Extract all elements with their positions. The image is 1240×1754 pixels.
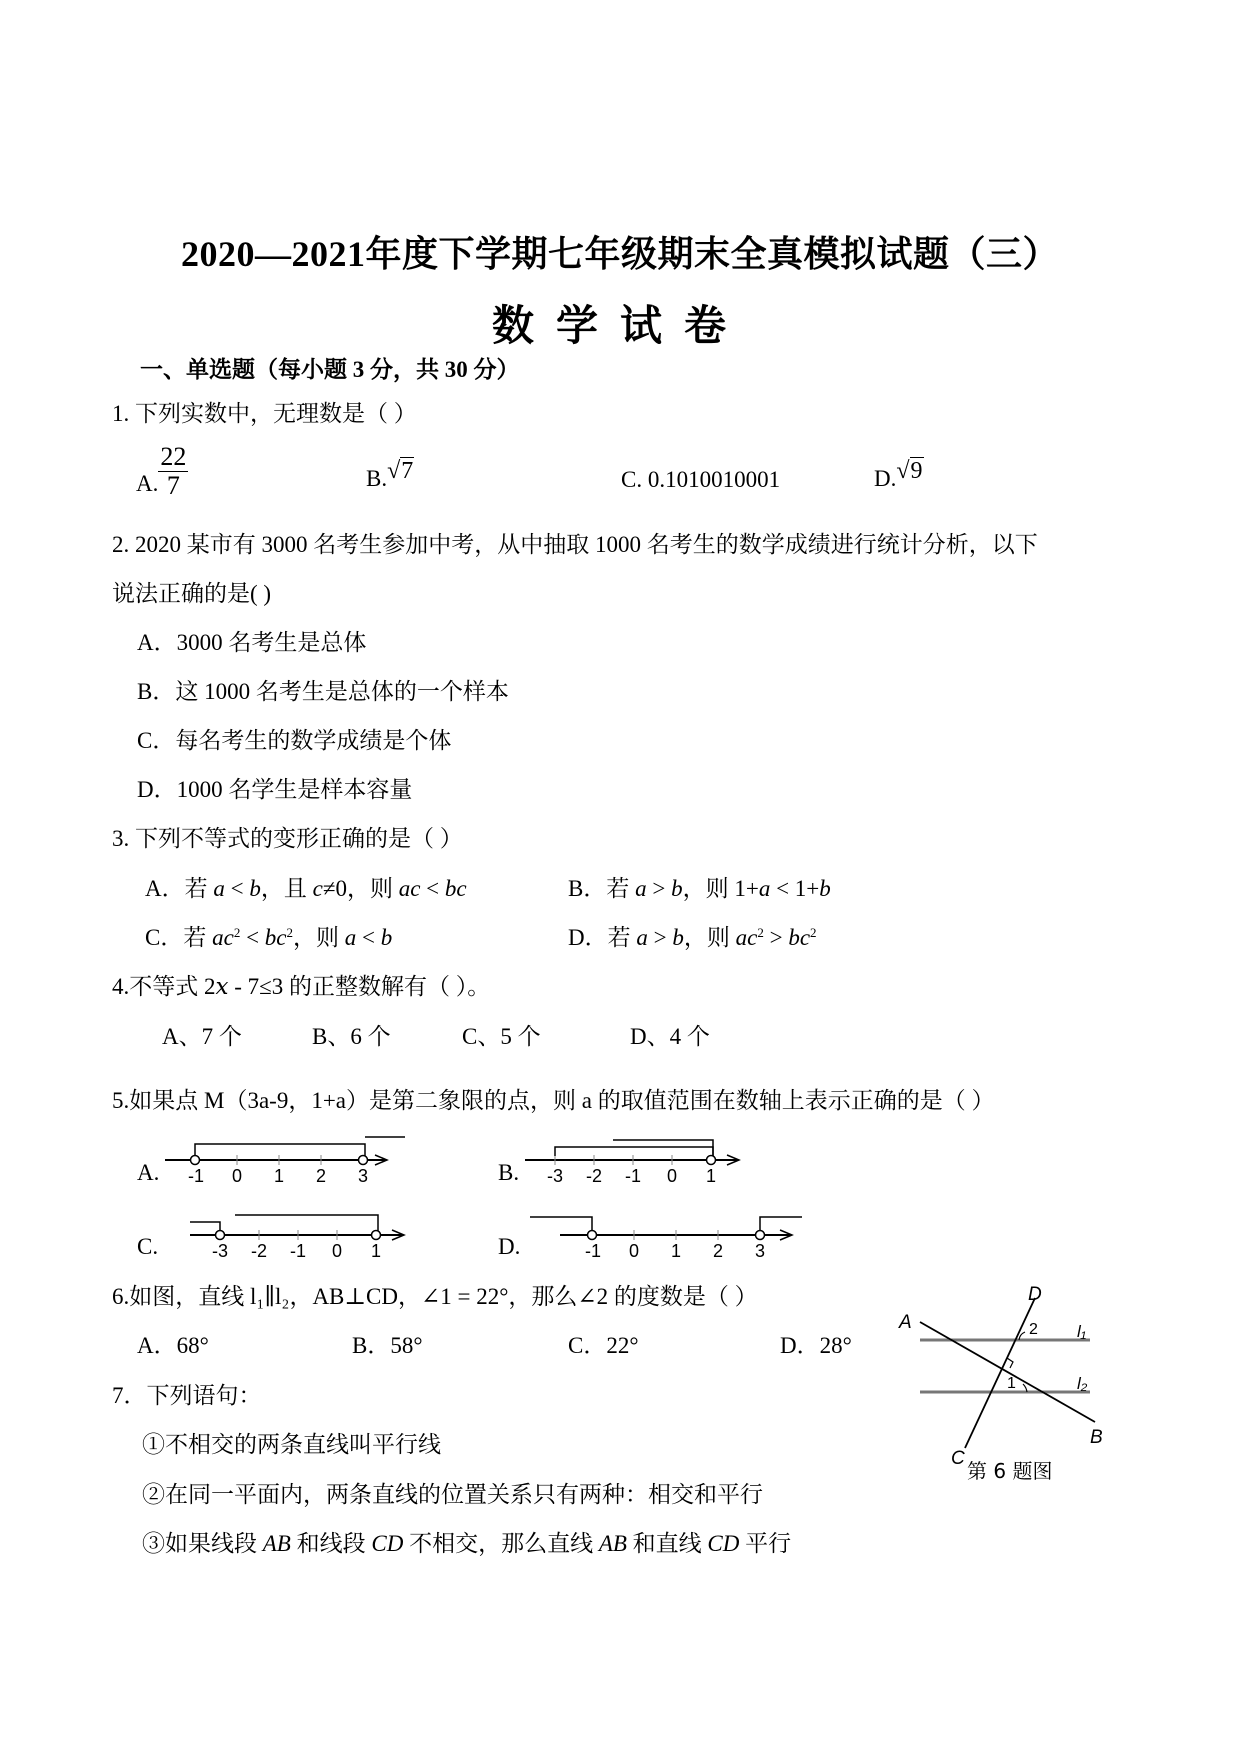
q7-s3-var: CD bbox=[371, 1531, 404, 1556]
q2-option-c: C．每名考生的数学成绩是个体 bbox=[137, 728, 452, 753]
exam-title: 2020—2021年度下学期七年级期末全真模拟试题（三） bbox=[180, 234, 1059, 274]
q1-option-d bbox=[874, 456, 924, 491]
angle-2-label: 2 bbox=[1029, 1321, 1038, 1338]
q7-s3-var: AB bbox=[598, 1531, 627, 1556]
q3-c-exponent: 2 bbox=[233, 925, 241, 940]
q3-a-var: bc bbox=[444, 876, 467, 901]
q2-option-d: D．1000 名学生是样本容量 bbox=[137, 777, 413, 802]
section-heading: 一、单选题（每小题 3 分，共 30 分） bbox=[140, 357, 520, 382]
q3-option-a bbox=[145, 874, 467, 904]
q3-a-op: < bbox=[420, 876, 445, 901]
q6-stem: 6.如图，直线 l₁∥l₂，AB⊥CD，∠1 = 22°，那么∠2 的度数是（ ） bbox=[112, 1284, 758, 1309]
q1-a-numerator: 22 bbox=[160, 442, 187, 471]
q3-b-op: > bbox=[646, 876, 672, 901]
tick-label: 1 bbox=[371, 1241, 382, 1260]
open-point bbox=[588, 1231, 597, 1240]
q3-b-text: ，则 1+ bbox=[682, 876, 759, 901]
q3-stem: 3. 下列不等式的变形正确的是（ ） bbox=[112, 826, 463, 851]
q5-number-line-d bbox=[530, 1205, 810, 1260]
q7-s3-text: 不相交，那么直线 bbox=[403, 1531, 599, 1556]
q4-option-d: D、4 个 bbox=[630, 1024, 710, 1049]
label-d: D bbox=[1028, 1284, 1042, 1305]
q3-d-text: D．若 bbox=[568, 925, 637, 950]
range-bracket bbox=[555, 1147, 713, 1156]
q1-d-label: D. bbox=[874, 466, 897, 491]
q7-s3-text: 和直线 bbox=[626, 1531, 708, 1556]
open-point bbox=[191, 1156, 200, 1165]
label-l2: l₂ bbox=[1077, 1374, 1088, 1393]
q3-c-var: b bbox=[380, 925, 393, 950]
q3-d-text: ，则 bbox=[683, 925, 736, 950]
q3-d-var: a bbox=[636, 925, 648, 950]
tick-label: 0 bbox=[629, 1241, 640, 1260]
q1-option-c: C. 0.1010010001 bbox=[621, 467, 781, 492]
q2-stem-line1: 2. 2020 某市有 3000 名考生参加中考，从中抽取 1000 名考生的数学成绩进行统计分析，以下 bbox=[112, 532, 1038, 557]
q7-s3-text: ③如果线段 bbox=[142, 1531, 263, 1556]
q5-option-d-label: D. bbox=[498, 1234, 521, 1259]
q4-option-c: C、5 个 bbox=[462, 1024, 541, 1049]
q5-number-line-a bbox=[165, 1130, 415, 1185]
open-point bbox=[216, 1231, 225, 1240]
open-point bbox=[756, 1231, 765, 1240]
tick-label: 0 bbox=[232, 1166, 243, 1185]
tick-label: 0 bbox=[667, 1166, 678, 1185]
open-point bbox=[359, 1156, 368, 1165]
q3-d-var: ac bbox=[735, 925, 758, 950]
line-cd bbox=[965, 1298, 1035, 1448]
q5-option-b-label: B. bbox=[498, 1160, 520, 1185]
tick-label: 1 bbox=[706, 1166, 717, 1185]
q7-statement-3 bbox=[142, 1529, 791, 1559]
range-ray bbox=[760, 1217, 802, 1231]
q7-s3-var: CD bbox=[707, 1531, 740, 1556]
q6-option-a: A．68° bbox=[137, 1333, 209, 1358]
tick-label: 1 bbox=[274, 1166, 285, 1185]
tick-label: 3 bbox=[755, 1241, 766, 1260]
q4-option-b: B、6 个 bbox=[312, 1024, 391, 1049]
q1-b-radicand: 7 bbox=[401, 458, 414, 484]
q4-option-a: A、7 个 bbox=[162, 1024, 242, 1049]
open-point bbox=[707, 1156, 716, 1165]
q6-option-b: B．58° bbox=[352, 1333, 423, 1358]
q5-option-a-label: A. bbox=[137, 1160, 160, 1185]
q1-d-radicand: 9 bbox=[910, 458, 923, 484]
tick-label: -2 bbox=[251, 1241, 268, 1260]
q3-c-op: < bbox=[356, 925, 381, 950]
q1-option-b bbox=[366, 456, 414, 491]
q3-c-var: ac bbox=[212, 925, 234, 950]
q1-stem: 1. 下列实数中，无理数是（ ） bbox=[112, 401, 417, 426]
q3-d-exponent: 2 bbox=[810, 925, 817, 940]
q3-c-text: ，则 bbox=[293, 925, 345, 950]
exam-subtitle: 数学试卷 bbox=[491, 304, 748, 350]
label-c: C bbox=[951, 1448, 965, 1469]
q3-a-text: A．若 bbox=[145, 876, 214, 901]
q6-figure bbox=[895, 1280, 1125, 1480]
label-l1: l₁ bbox=[1077, 1322, 1087, 1341]
q3-c-var: bc bbox=[264, 925, 287, 950]
q3-c-exponent: 2 bbox=[286, 925, 294, 940]
q1-option-a bbox=[136, 443, 188, 500]
q7-statement-2: ②在同一平面内，两条直线的位置关系只有两种：相交和平行 bbox=[142, 1482, 763, 1507]
q3-d-op: > bbox=[647, 925, 673, 950]
q7-s3-var: AB bbox=[262, 1531, 291, 1556]
label-a: A bbox=[899, 1312, 912, 1333]
q3-c-var: a bbox=[344, 925, 357, 950]
q3-b-var: a bbox=[758, 876, 771, 901]
range-ray bbox=[190, 1222, 220, 1231]
tick-label: 0 bbox=[332, 1241, 343, 1260]
q7-s3-text: 平行 bbox=[739, 1531, 792, 1556]
q3-a-var: a bbox=[213, 876, 225, 901]
tick-label: -1 bbox=[625, 1166, 642, 1185]
tick-label: -2 bbox=[586, 1166, 603, 1185]
tick-label: -1 bbox=[188, 1166, 205, 1185]
q5-number-line-c bbox=[190, 1205, 420, 1260]
tick-label: 1 bbox=[671, 1241, 682, 1260]
q2-stem-line2: 说法正确的是( ) bbox=[112, 581, 272, 606]
q5-stem: 5.如果点 M（3a-9，1+a）是第二象限的点，则 a 的取值范围在数轴上表示正确的是（ ） bbox=[112, 1088, 995, 1113]
q3-a-var: ac bbox=[398, 876, 421, 901]
q1-a-fraction bbox=[158, 443, 188, 500]
q1-b-sqrt: √7 bbox=[387, 458, 414, 484]
q6-figure-caption: 第 6 题图 bbox=[967, 1459, 1053, 1483]
q3-b-var: a bbox=[635, 876, 647, 901]
range-ray bbox=[530, 1217, 592, 1231]
q3-option-c bbox=[145, 923, 392, 953]
q6-option-c: C．22° bbox=[568, 1333, 639, 1358]
open-point bbox=[372, 1231, 381, 1240]
tick-label: -1 bbox=[290, 1241, 307, 1260]
tick-label: -3 bbox=[212, 1241, 229, 1260]
q2-option-b: B．这 1000 名考生是总体的一个样本 bbox=[137, 679, 509, 704]
q6-option-d: D．28° bbox=[780, 1333, 852, 1358]
q5-option-c-label: C. bbox=[137, 1234, 159, 1259]
tick-label: 2 bbox=[713, 1241, 724, 1260]
q3-b-text: B．若 bbox=[568, 876, 636, 901]
q3-a-var: b bbox=[249, 876, 261, 901]
q7-s3-text: 和线段 bbox=[290, 1531, 372, 1556]
q2-option-a: A．3000 名考生是总体 bbox=[137, 630, 367, 655]
q3-a-var: c bbox=[312, 876, 323, 901]
right-angle-mark bbox=[1007, 1358, 1013, 1368]
q3-option-b bbox=[568, 874, 831, 904]
q3-c-op: < bbox=[240, 925, 265, 950]
line-ab bbox=[920, 1322, 1095, 1422]
angle-1-label: 1 bbox=[1007, 1375, 1016, 1392]
tick-label: 3 bbox=[358, 1166, 369, 1185]
q3-b-var: b bbox=[671, 876, 683, 901]
q3-a-text: ，且 bbox=[260, 876, 313, 901]
tick-label: -1 bbox=[585, 1241, 602, 1260]
q3-b-var: b bbox=[819, 876, 831, 901]
q1-b-label: B. bbox=[366, 466, 388, 491]
tick-label: 2 bbox=[316, 1166, 327, 1185]
range-bracket bbox=[235, 1215, 378, 1231]
q5-number-line-b bbox=[525, 1130, 755, 1185]
q7-stem: 7．下列语句： bbox=[112, 1383, 262, 1408]
q3-d-exponent: 2 bbox=[757, 925, 764, 940]
q4-stem: 4.不等式 2𝑥 - 7≤3 的正整数解有（ ）。 bbox=[112, 974, 491, 999]
q1-a-label: A. bbox=[136, 470, 159, 496]
q3-c-text: C．若 bbox=[145, 925, 213, 950]
q3-option-d bbox=[568, 923, 817, 953]
q3-a-op: < bbox=[224, 876, 250, 901]
q3-d-op: > bbox=[763, 925, 789, 950]
q1-a-denominator: 7 bbox=[166, 471, 180, 500]
tick-label: -3 bbox=[547, 1166, 564, 1185]
q7-statement-1: ①不相交的两条直线叫平行线 bbox=[142, 1432, 441, 1457]
q1-d-sqrt: √9 bbox=[896, 458, 923, 484]
q3-a-text: ≠0，则 bbox=[322, 876, 399, 901]
q3-d-var: bc bbox=[788, 925, 811, 950]
q3-b-text: < 1+ bbox=[770, 876, 820, 901]
range-bracket bbox=[195, 1144, 365, 1156]
q3-d-var: b bbox=[672, 925, 684, 950]
range-bracket bbox=[613, 1140, 713, 1156]
label-b: B bbox=[1090, 1427, 1103, 1448]
